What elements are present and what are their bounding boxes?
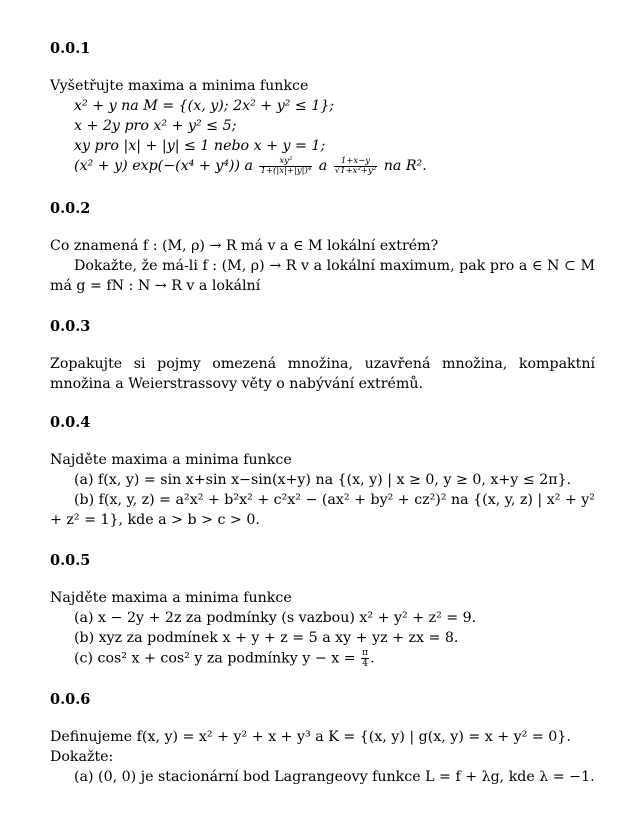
fraction-sqrt	[334, 157, 378, 176]
exercise-0-0-3	[50, 318, 595, 394]
fraction	[259, 157, 312, 176]
section-heading: 0.0.6	[50, 691, 91, 708]
exercise-0-0-5	[50, 552, 595, 669]
exercise-item: (a) (0, 0) je stacionární bod Lagrangeovy funkce L = f + λg, kde λ = −1.	[74, 769, 595, 785]
exercise-item	[50, 648, 595, 669]
exercise-intro: Najděte maxima a minima funkce	[50, 590, 292, 606]
fraction-denominator: 1+x²+y²	[340, 165, 377, 176]
expr-part: na R².	[383, 158, 427, 174]
exercise-item-complex	[50, 156, 595, 176]
expr-part: (x² + y) exp(−(x⁴ + y⁴)) a	[74, 158, 253, 174]
section-heading: 0.0.2	[50, 200, 91, 217]
fraction-denominator: 1+(|x|+|y|)⁴	[260, 165, 312, 176]
fraction-denominator: 4	[362, 659, 368, 669]
fraction-numerator: π	[362, 648, 369, 658]
exercise-item: (b) xyz za podmínek x + y + z = 5 a xy + yz + zx = 8.	[74, 630, 459, 646]
exercise-item: (a) x − 2y + 2z za podmínky (s vazbou) x² + y² + z² = 9.	[74, 610, 477, 626]
exercise-question: Co znamená f : (M, ρ) → R má v a ∈ M lokální extrém?	[50, 238, 439, 254]
fraction-numerator: 1+x−y	[334, 157, 378, 167]
exercise-item: x + 2y pro x² + y² ≤ 5;	[74, 118, 237, 134]
exercise-item: (b) f(x, y, z) = a²x² + b²x² + c²x² − (ax² + by² + cz²)² na {(x, y, z) | x² + y² + z² = 1}, kde a > b > c > 0.	[50, 492, 595, 528]
section-heading: 0.0.1	[50, 40, 91, 57]
section-heading: 0.0.3	[50, 318, 91, 335]
expr-part: a	[318, 158, 328, 174]
exercise-0-0-6	[50, 691, 595, 787]
exercise-task: Dokažte, že má-li f : (M, ρ) → R v a lokální maximum, pak pro a ∈ N ⊂ M má g = fN : N → R v a lokální	[50, 258, 595, 294]
exercise-item: x² + y na M = {(x, y); 2x² + y² ≤ 1};	[74, 98, 335, 114]
exercise-0-0-4	[50, 414, 595, 530]
fraction-numerator: xy²	[259, 157, 312, 167]
expr-part: (c) cos² x + cos² y za podmínky y − x =	[74, 650, 356, 667]
exercise-item: xy pro |x| + |y| ≤ 1 nebo x + y = 1;	[74, 138, 326, 154]
document-page	[50, 40, 595, 787]
exercise-prompt: Dokažte:	[50, 749, 114, 765]
section-heading: 0.0.4	[50, 414, 91, 431]
exercise-text: Zopakujte si pojmy omezená množina, uzavřená množina, kompaktní množina a Weierstrassovy věty o nabývání extrémů.	[50, 356, 595, 392]
expr-part: .	[370, 650, 375, 667]
exercise-0-0-1	[50, 40, 595, 176]
exercise-0-0-2	[50, 200, 595, 296]
exercise-definition: Definujeme f(x, y) = x² + y² + x + y³ a K = {(x, y) | g(x, y) = x + y² = 0}.	[50, 729, 571, 745]
fraction	[361, 648, 369, 669]
fraction-denominator-sqrt	[334, 167, 378, 176]
exercise-intro: Najděte maxima a minima funkce	[50, 452, 292, 468]
exercise-item: (a) f(x, y) = sin x+sin x−sin(x+y) na {(x, y) | x ≥ 0, y ≥ 0, x+y ≤ 2π}.	[74, 472, 572, 488]
section-heading: 0.0.5	[50, 552, 91, 569]
exercise-intro: Vyšetřujte maxima a minima funkce	[50, 78, 309, 94]
sqrt-symbol: √	[334, 165, 341, 176]
